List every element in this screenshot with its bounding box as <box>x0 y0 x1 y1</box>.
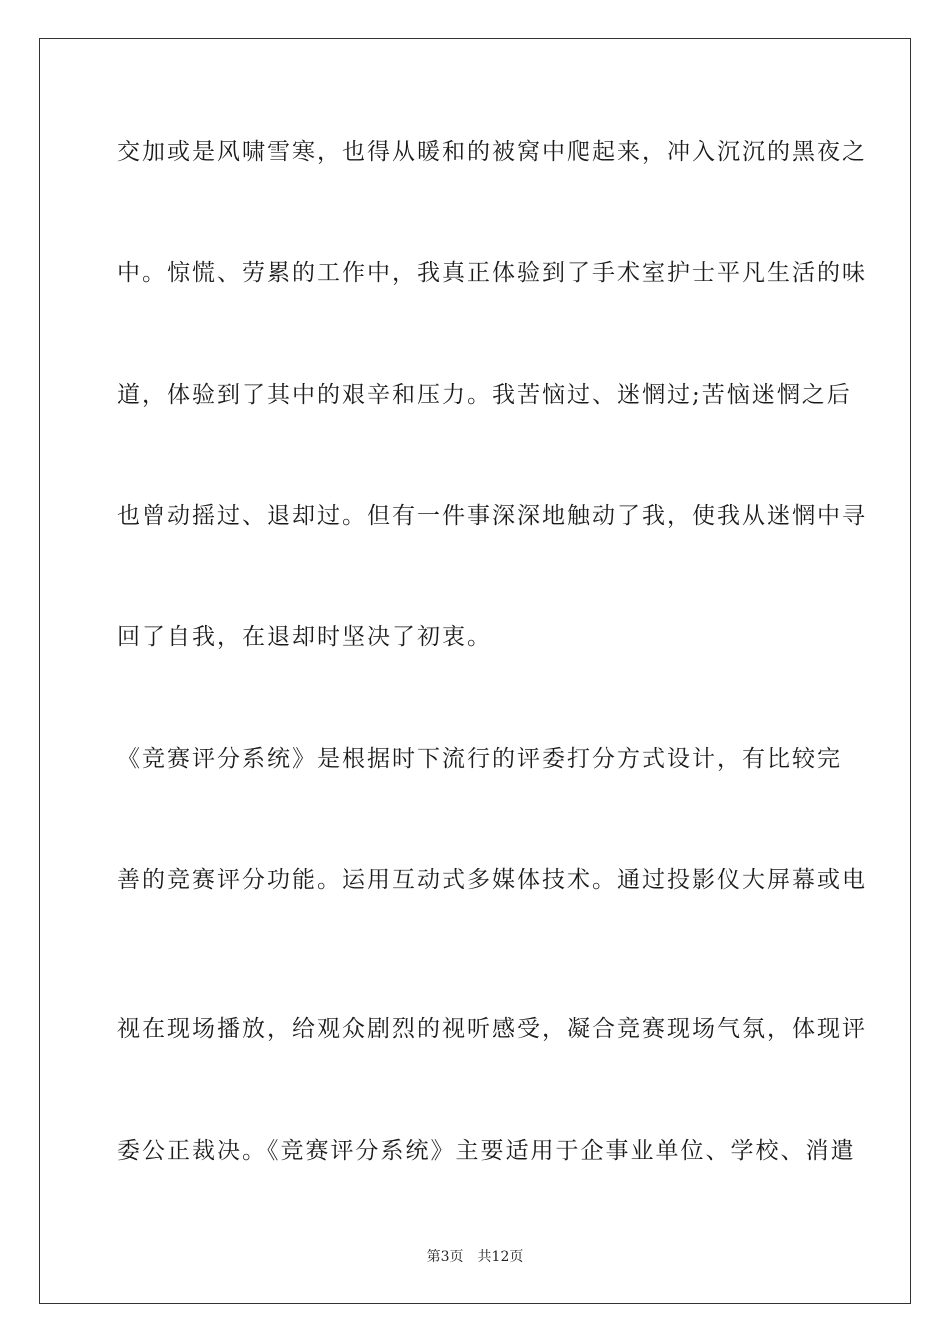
text-line-9: 委公正裁决。《竞赛评分系统》主要适用于企事业单位、学校、消遣 <box>117 1138 856 1164</box>
page-border <box>39 38 911 1304</box>
text-line-1: 交加或是风啸雪寒，也得从暖和的被窝中爬起来，冲入沉沉的黑夜之 <box>117 139 867 165</box>
page-number: 第3页 <box>426 1249 464 1265</box>
text-line-5: 回了自我，在退却时坚决了初衷。 <box>117 624 492 650</box>
text-line-4: 也曾动摇过、退却过。但有一件事深深地触动了我，使我从迷惘中寻 <box>117 503 867 529</box>
text-line-7: 善的竞赛评分功能。运用互动式多媒体技术。通过投影仪大屏幕或电 <box>117 867 867 893</box>
text-line-8: 视在现场播放，给观众剧烈的视听感受，凝合竞赛现场气氛，体现评 <box>117 1016 867 1042</box>
page-total: 共12页 <box>477 1249 524 1265</box>
page-footer <box>0 1248 950 1266</box>
text-line-3: 道，体验到了其中的艰辛和压力。我苦恼过、迷惘过;苦恼迷惘之后 <box>117 382 852 408</box>
text-line-2: 中。惊慌、劳累的工作中，我真正体验到了手术室护士平凡生活的味 <box>117 260 867 286</box>
text-line-6: 《竞赛评分系统》是根据时下流行的评委打分方式设计，有比较完 <box>117 746 842 772</box>
